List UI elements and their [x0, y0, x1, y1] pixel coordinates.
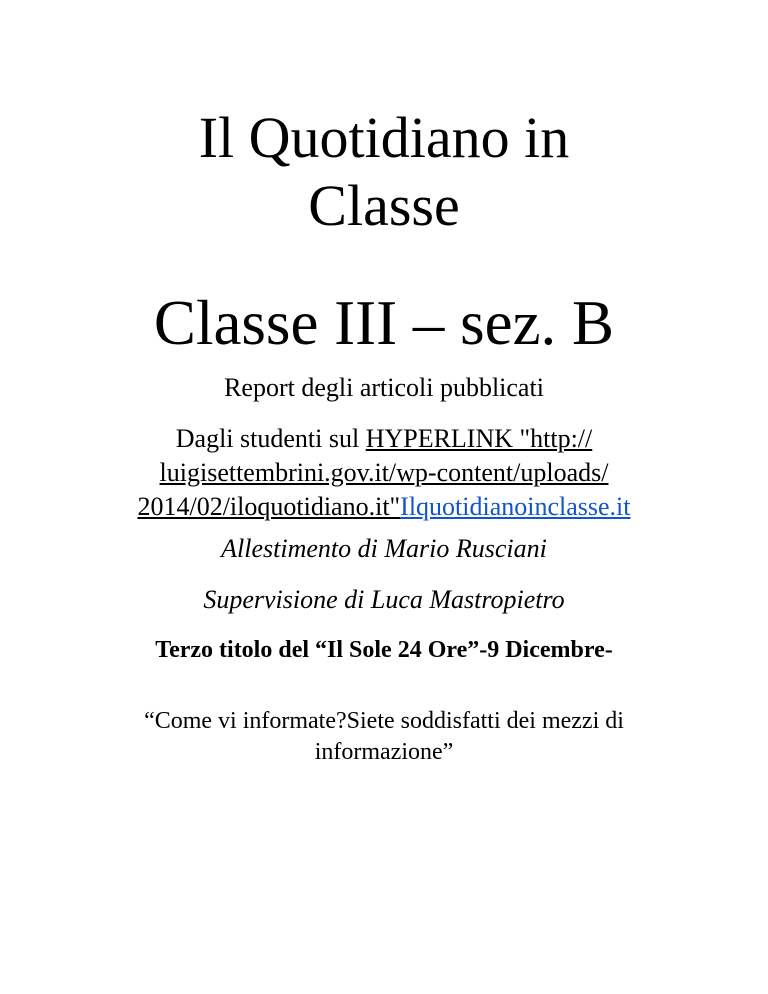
quotidiano-link[interactable]: Ilquotidianoinclasse.it: [400, 492, 631, 521]
report-line: Report degli articoli pubblicati: [224, 373, 544, 402]
title-line-1: Il Quotidiano in: [198, 105, 570, 170]
field-code-line-3: 2014/02/iloquotidiano.it": [137, 492, 401, 521]
document-title: [0, 104, 768, 240]
credit-setup: Allestimento di Mario Rusciani: [221, 534, 547, 563]
credit-supervision: Supervisione di Luca Mastropietro: [203, 585, 565, 614]
class-section-heading: Classe III – sez. B: [153, 288, 615, 358]
students-paragraph: [0, 422, 768, 524]
question-paragraph: [0, 706, 768, 768]
question-line-2: informazione”: [314, 739, 454, 765]
students-prefix: Dagli studenti sul: [175, 424, 366, 453]
field-code-line-2: luigisettembrini.gov.it/wp-content/uploads/: [159, 458, 609, 487]
question-line-1: “Come vi informate?Siete soddisfatti dei mezzi di: [144, 708, 624, 734]
article-headline: Terzo titolo del “Il Sole 24 Ore”-9 Dicembre-: [155, 637, 613, 663]
field-code-line-1: HYPERLINK "http://: [365, 424, 593, 453]
title-line-2: Classe: [308, 173, 460, 238]
